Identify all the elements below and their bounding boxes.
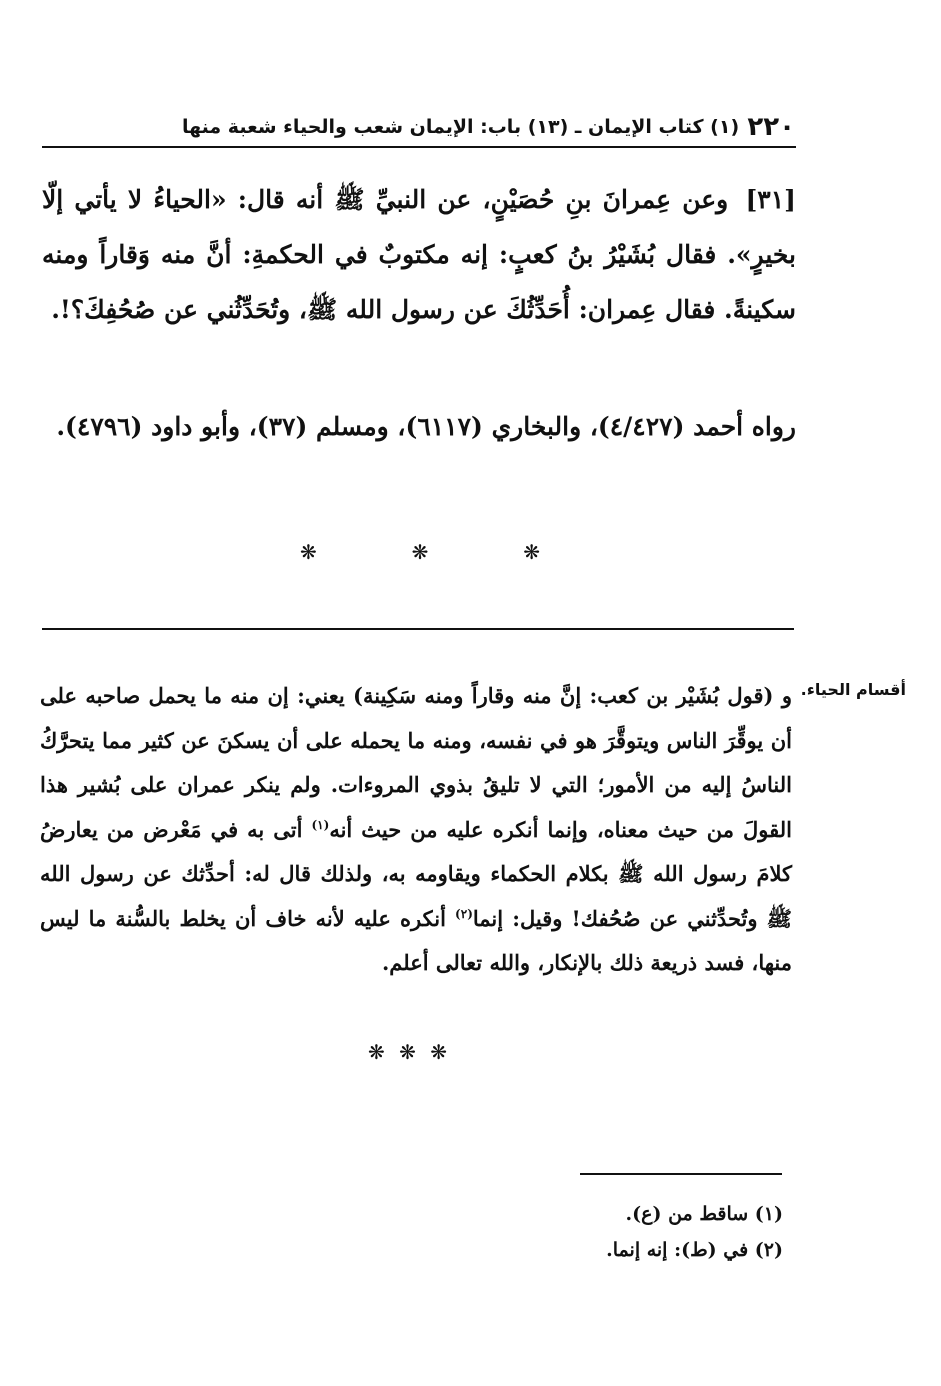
hadith-number: [٣١] bbox=[745, 185, 796, 214]
hadith-text: وعن عِمرانَ بنِ حُصَيْنٍ، عن النبيِّ ﷺ أنه قال: «الحياءُ لا يأتي إلّا بخيرٍ». فقال بُشَيْرُ بنُ كعبٍ: إنه مكتوبٌ في الحكمةِ: أنَّ منه وَقاراً ومنه سكينةً. فقال عِمران: أُحَدِّثُكَ عن رسول الله ﷺ، وتُحَدِّثُني عن صُحُفِكَ؟!. bbox=[42, 185, 796, 324]
star-icon: ❋ bbox=[300, 540, 317, 564]
footnotes-list bbox=[606, 1196, 783, 1268]
end-separator: ❋ ❋ ❋ bbox=[368, 1040, 451, 1064]
commentary-text-part2: أتى به في مَعْرض من يعارضُ كلامَ رسول الله ﷺ بكلام الحكماء ويقاومه به، ولذلك قال له: أحدِّثك عن رسول الله ﷺ وتُحدِّثني عن صُحُفك! وقيل: إنما bbox=[40, 816, 792, 931]
star-icon: ❋ bbox=[411, 540, 429, 564]
commentary-text-part1: و (قول بُشَيْر بن كعب: إنَّ منه وقاراً ومنه سَكِينة) يعني: إن منه ما يحمل صاحبه على أن يوقِّرَ الناس ويتوقَّرَ هو في نفسه، ومنه ما يحمله على أن يسكنَ عن كثير مما يتحرَّكُ الناسُ إليه من الأمور؛ التي لا تليقُ بذوي المروءات. ولم ينكر عمران على بُشير هذا القولَ من حيث معناه، وإنما أنكره عليه من حيث أنه bbox=[40, 683, 792, 842]
footnote-ref-1[interactable]: (١) bbox=[311, 817, 330, 832]
commentary-text-part3: أنكره عليه لأنه خاف أن يخلط بالسُّنة ما ليس منها، فسد ذريعة ذلك بالإنكار، والله تعالى أعلم. bbox=[40, 905, 792, 975]
takhrij-paragraph: رواه أحمد (٤/٤٢٧)، والبخاري (٦١١٧)، ومسلم (٣٧)، وأبو داود (٤٧٩٦). bbox=[56, 412, 796, 441]
running-head: (١) كتاب الإيمان ـ (١٣) باب: الإيمان شعب والحياء شعبة منها bbox=[182, 116, 740, 138]
footnote-1: (١) ساقط من (ع). bbox=[625, 1203, 783, 1225]
hadith-paragraph bbox=[42, 172, 796, 337]
page-number: ٢٢٠ bbox=[747, 112, 795, 142]
commentary-paragraph bbox=[40, 674, 792, 986]
footnote-ref-2[interactable]: (٢) bbox=[455, 906, 473, 921]
section-rule bbox=[42, 628, 794, 630]
footnote-2: (٢) في (ط): إنه إنما. bbox=[606, 1239, 783, 1261]
footnote-rule bbox=[580, 1173, 782, 1175]
section-separator bbox=[300, 540, 540, 564]
star-icon: ❋ bbox=[523, 540, 540, 564]
margin-note: أقسام الحياء. bbox=[800, 680, 906, 699]
header-rule bbox=[42, 146, 796, 148]
